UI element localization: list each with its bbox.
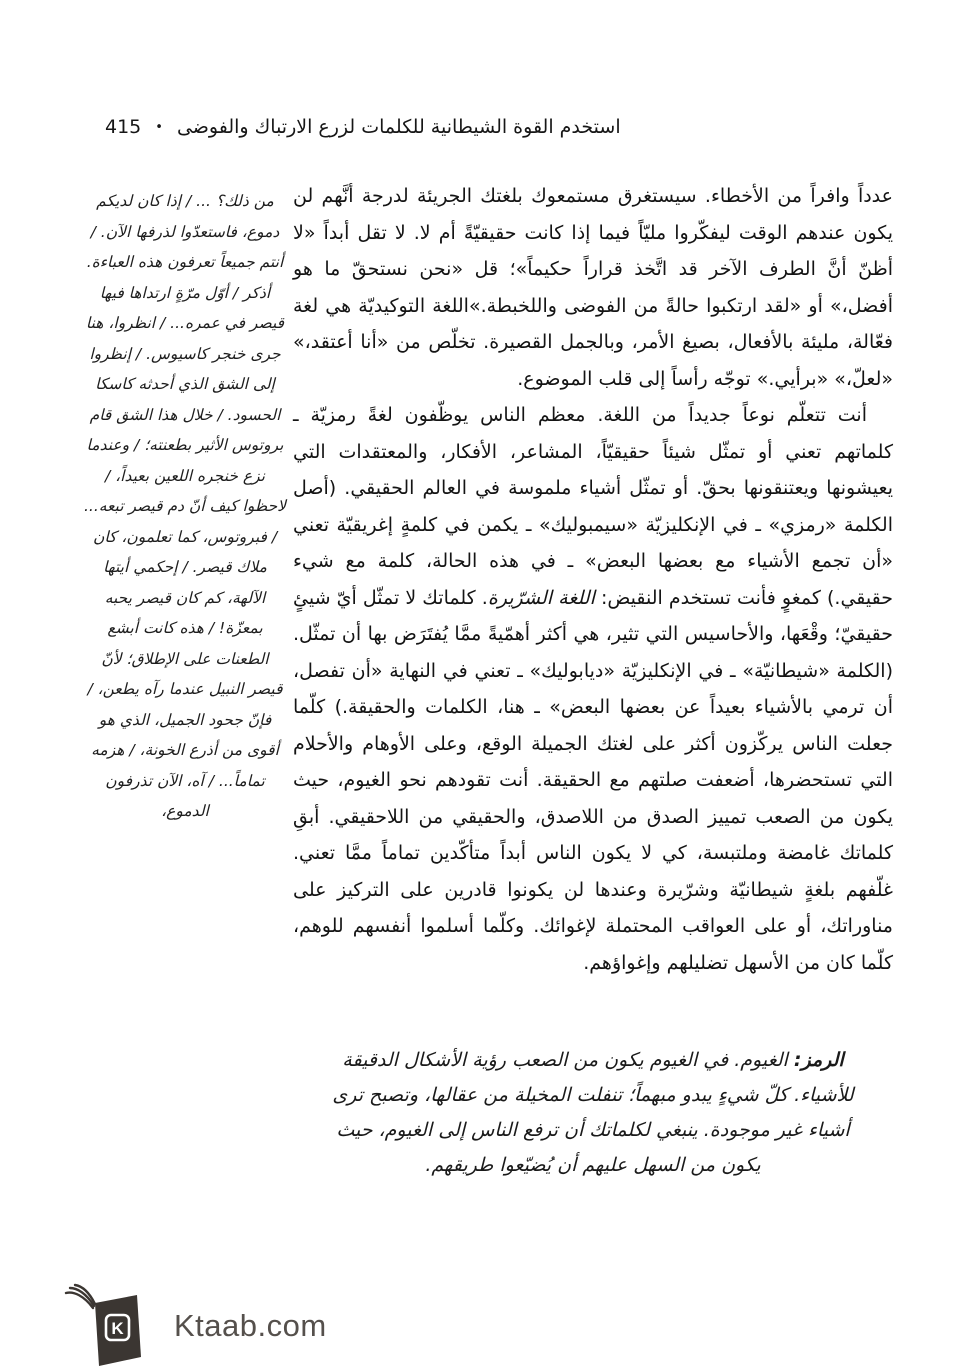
body-paragraph-2 [293,397,893,981]
paragraph-2-text-b: . كلماتك لا تمثّل أيّ شيئٍ حقيقيّ؛ وقْعَها، والأحاسيس التي تثير، هي أكثر أهمّيةً ممَّا يُفتَرَض بها أن تمثّل. (الكلمة «شيطانيّة» ـ في الإنكليزيّة «ديابوليك» ـ تعني في النهاية «أن تفصل، أن ترمي بالأشياء بعيداً عن بعضها البعض» ـ هنا، الكلمات والحقيقة.) كلّما جعلت الناس يركّزون أكثر على لغتك الجميلة الوقع، وعلى الأوهام والأحلام التي تستحضرها، أضعفت صلتهم مع الحقيقة. أنت تقودهم نحو الغيوم، حيث يكون من الصعب تمييز الصدق من اللاصدق، والحقيقي من اللاحقيقي. أبقِ كلماتك غامضة وملتبسة، كي لا يكون الناس أبداً متأكّدين تماماً ممَّا تعني. غلّفهم بلغةٍ شيطانيّة وشرّيرة وعندها لن يكونوا قادرين على التركيز على مناوراتك، أو على العواقب المحتملة لإغوائك. وكلّما أسلموا أنفسهم للوهم، كلّما كان من الأسهل تضليلهم وإغواؤهم. [293,586,893,974]
page-number: 415 [105,116,142,138]
paragraph-2-text-a: أنت تتعلّم نوعاً جديداً من اللغة. معظم الناس يوظّفون لغةً رمزيّة ـ كلماتهم تعني أو تمثّل شيئاً حقيقيّاً، المشاعر، الأفكار، والمعتقدات التي يعيشونها ويعتنقونها بحقّ. أو تمثّل أشياء ملموسة في العالم الحقيقي. (أصل الكلمة «رمزي» ـ في الإنكليزيّة «سيمبوليك» ـ يكمن في كلمةٍ إغريقيّة تعني «أن تجمع الأشياء مع بعضها البعض» ـ في هذه الحالة، كلمة مع شيء حقيقي.) كمغوٍ فأنت تستخدم النقيض: [293,404,893,609]
symbol-note-label: الرمز: [793,1049,844,1071]
emphasized-phrase: اللغة الشرّيرة [487,586,595,609]
margin-quote: من ذلك؟ ... / إذا كان لديكم دموع، فاستعدّوا لذرفها الآن. / أنتم جميعاً تعرفون هذه العباءة. أذكر / أوّل مرّةٍ ارتداها فيها قيصر في عمره... / انظروا، هنا جرى خنجر كاسيوس. / إنظروا إلى الشق الذي أحدثه كاسكا الحسود. / خلال هذا الشق قام بروتوس الأثير بطعنته؛ / وعندما نزع خنجره اللعين بعيداً، / لاحظوا كيف أنّ دم قيصر تبعه... / فبروتوس، كما تعلمون، كان ملاك قيصر. / إحكمي أيتها الآلهة، كم كان قيصر يحبه بمعزّة! / هذه كانت أبشع الطعنات على الإطلاق؛ لأنّ قيصر النبيل عندما رآه يطعن، / فإنّ جحود الجميل، الذي هو أقوى من أذرع الخونة، / هزمه تماماً... / آه، الآن تذرفون الدموع، [83,192,286,820]
footer-brand [62,1283,327,1369]
main-text-column [293,178,893,1183]
logo-letter: K [111,1319,124,1338]
symbol-note [323,1043,863,1183]
symbol-note-text: الغيوم. في الغيوم يكون من الصعب رؤية الأشكال الدقيقة للأشياء. كلّ شيءٍ يبدو مبهماً؛ تنفلت المخيلة من عقالها، وتصبح ترى أشياء غير موجودة. ينبغي لكلماتك أن ترفع الناس إلى الغيوم، حيث يكون من السهل عليهم أن يُضيّعوا طريقهم. [332,1049,854,1176]
brand-name: Ktaab.com [174,1308,327,1343]
ktaab-book-logo-icon [62,1283,154,1369]
header-bullet-separator: • [155,120,163,135]
body-paragraph-1: عدداً وافراً من الأخطاء. سيستغرق مستمعوك بلغتك الجريئة لدرجة أنَّهم لن يكون عندهم الوقت ليفكّروا مليّاً فيما إذا كانت حقيقيّةً أم لا. لا تقل أبداً «لا أظنّ أنَّ الطرف الآخر قد اتَّخذ قراراً حكيماً»؛ قل «نحن نستحقّ ما هو أفضل،» أو «لقد ارتكبوا حالةً من الفوضى واللخبطة.»اللغة التوكيديّة هي لغة فعّالة، مليئة بالأفعال، بصيغ الأمر، وبالجمل القصيرة. تخلّص من «أنا أعتقد،» «لعلّ،» «برأيي.» توجّه رأساً إلى قلب الموضوع. [293,185,893,390]
page-header [105,116,621,138]
chapter-title: استخدم القوة الشيطانية للكلمات لزرع الارتباك والفوضى [176,116,621,138]
